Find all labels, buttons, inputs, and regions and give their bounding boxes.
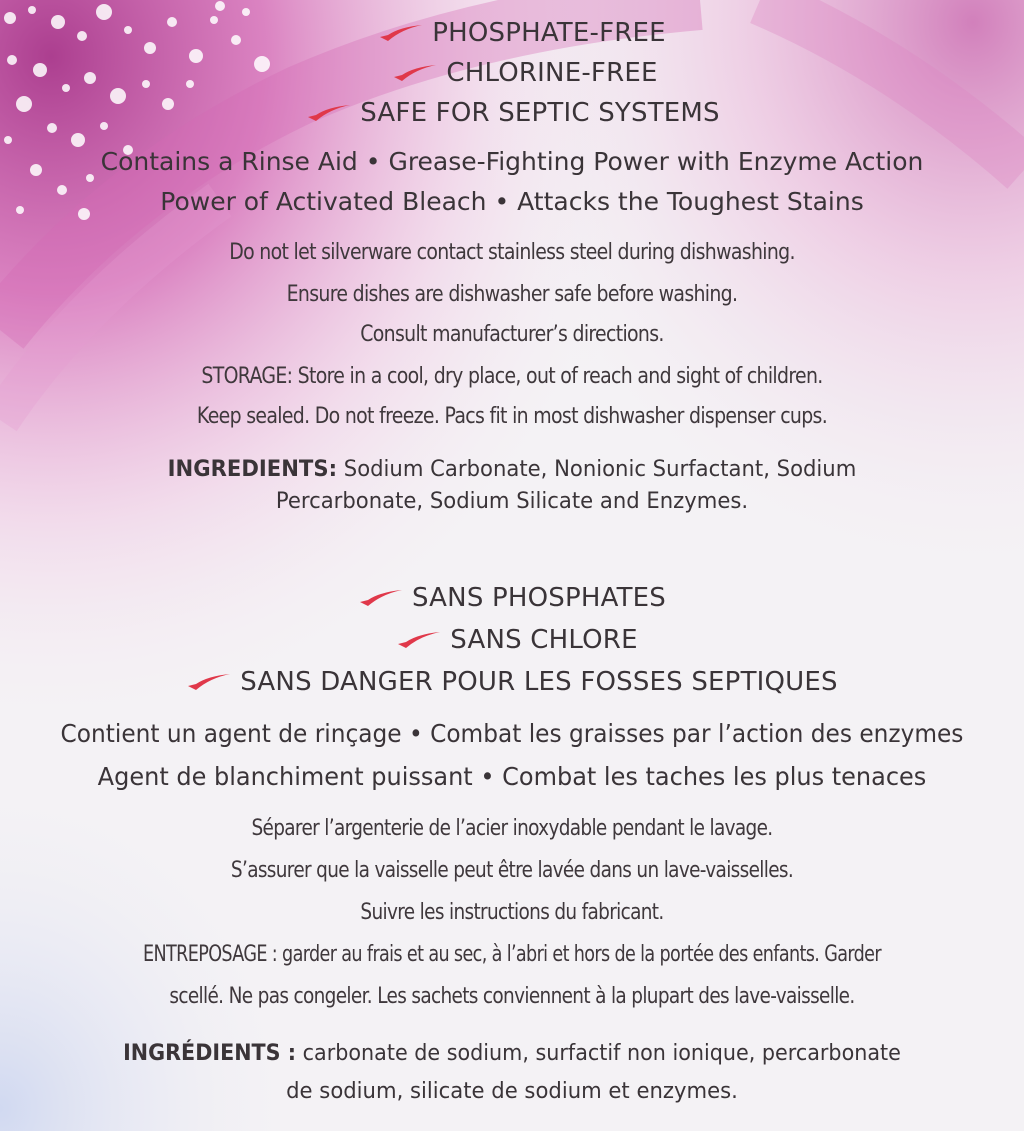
- ingredients-line-1: INGREDIENTS: Sodium Carbonate, Nonionic Surfactant, Sodium: [167, 456, 857, 482]
- storage-line-2: Keep sealed. Do not freeze. Pacs fit in most dishwasher dispenser cups.: [196, 404, 828, 429]
- checkmark-icon: [306, 103, 352, 123]
- ingredients-line-fr-2: de sodium, silicate de sodium et enzymes.: [286, 1078, 738, 1104]
- ingredients-line-fr-1: INGRÉDIENTS : carbonate de sodium, surfactif non ionique, percarbonate: [123, 1040, 901, 1066]
- storage-line-fr-2: scellé. Ne pas congeler. Les sachets conviennent à la plupart des lave-vaisselle.: [169, 984, 855, 1009]
- claim-sans-phosphates: SANS PHOSPHATES: [0, 585, 1024, 611]
- instruction-line-fr-3: Suivre les instructions du fabricant.: [360, 900, 664, 925]
- storage-line-fr-1: ENTREPOSAGE : garder au frais et au sec, à l’abri et hors de la portée des enfants. Garder: [143, 942, 881, 967]
- instruction-line-fr-1: Séparer l’argenterie de l’acier inoxydable pendant le lavage.: [251, 816, 773, 841]
- claim-sans-chlore: SANS CHLORE: [0, 627, 1024, 653]
- checkmark-icon: [392, 63, 438, 83]
- feature-line-2: Power of Activated Bleach • Attacks the Toughest Stains: [160, 187, 864, 216]
- feature-line-1: Contains a Rinse Aid • Grease-Fighting Power with Enzyme Action: [100, 147, 924, 176]
- claim-chlorine-free: CHLORINE-FREE: [0, 60, 1024, 86]
- ingredients-label-fr: INGRÉDIENTS :: [123, 1040, 297, 1066]
- storage-line-1: STORAGE: Store in a cool, dry place, out of reach and sight of children.: [201, 364, 823, 389]
- instruction-line-3: Consult manufacturer’s directions.: [360, 322, 664, 347]
- feature-line-fr-1: Contient un agent de rinçage • Combat les graisses par l’action des enzymes: [60, 719, 964, 748]
- claim-sans-danger: SANS DANGER POUR LES FOSSES SEPTIQUES: [0, 669, 1024, 695]
- checkmark-icon: [378, 23, 424, 43]
- instruction-line-2: Ensure dishes are dishwasher safe before washing.: [286, 282, 738, 307]
- checkmark-icon: [396, 630, 442, 650]
- checkmark-icon: [358, 588, 404, 608]
- claim-phosphate-free: PHOSPHATE-FREE: [0, 20, 1024, 46]
- feature-line-fr-2: Agent de blanchiment puissant • Combat les taches les plus tenaces: [97, 762, 927, 791]
- ingredients-label: INGREDIENTS:: [167, 456, 338, 482]
- instruction-line-fr-2: S’assurer que la vaisselle peut être lavée dans un lave-vaisselles.: [230, 858, 794, 883]
- checkmark-icon: [186, 672, 232, 692]
- claim-safe-septic: SAFE FOR SEPTIC SYSTEMS: [0, 100, 1024, 126]
- instruction-line-1: Do not let silverware contact stainless steel during dishwashing.: [229, 240, 795, 265]
- ingredients-line-2: Percarbonate, Sodium Silicate and Enzymes.: [275, 488, 749, 514]
